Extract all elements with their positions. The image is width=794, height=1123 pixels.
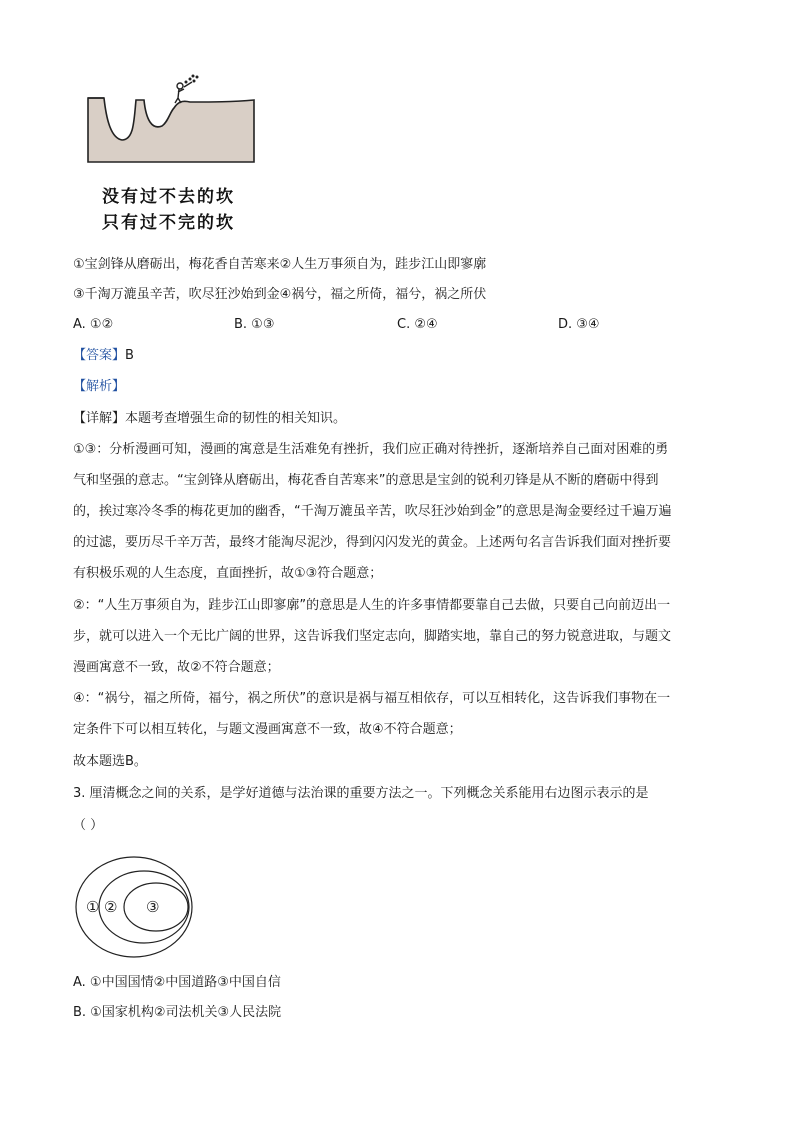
circle-label-1: ① [86, 898, 100, 916]
detail-line-7: ②：“人生万事须自为，跬步江山即寥廓”的意思是人生的许多事情都要靠自己去做，只要自己向前迈出一 [73, 598, 671, 613]
detail-line-11: 定条件下可以相互转化，与题文漫画寓意不一致，故④不符合题意； [73, 722, 462, 737]
option-b: B. ①③ [234, 317, 275, 332]
option-d: D. ③④ [558, 317, 600, 332]
cartoon-caption-line1: 没有过不去的坎 [102, 187, 235, 207]
nested-circles-diagram [72, 852, 196, 962]
question-3-stem: 3. 厘清概念之间的关系，是学好道德与法治课的重要方法之一。下列概念关系能用右边图示表示的是 [73, 786, 649, 801]
question-3-option-a: A. ①中国国情②中国道路③中国自信 [73, 975, 281, 990]
statement-line-2: ③千淘万漉虽辛苦，吹尽狂沙始到金④祸兮，福之所倚，福兮，祸之所伏 [73, 287, 487, 302]
option-c: C. ②④ [397, 317, 438, 332]
answer-tag: 【答案】 [73, 348, 126, 363]
cartoon-caption-line2: 只有过不完的坎 [102, 213, 235, 233]
detail-line-4: 的，挨过寒冷冬季的梅花更加的幽香，“千淘万漉虽辛苦，吹尽狂沙始到金”的意思是淘金要经过千遍万遍 [73, 504, 672, 519]
detail-line-3: 气和坚强的意志。“宝剑锋从磨砺出，梅花香自苦寒来”的意思是宝剑的锐利刃锋是从不断的磨砺中得到 [73, 473, 659, 488]
ground-terrain [88, 98, 254, 162]
circle-label-3: ③ [146, 898, 160, 916]
option-a: A. ①② [73, 317, 114, 332]
analysis-tag: 【解析】 [73, 379, 126, 394]
cartoon-illustration [82, 72, 262, 172]
detail-line-12: 故本题选B。 [73, 754, 147, 769]
question-3-paren: （ ） [73, 818, 104, 833]
question-3-option-b: B. ①国家机构②司法机关③人民法院 [73, 1005, 282, 1020]
circle-label-2: ② [104, 898, 118, 916]
statement-line-1: ①宝剑锋从磨砺出，梅花香自苦寒来②人生万事须自为，跬步江山即寥廓 [73, 257, 487, 272]
detail-line-2: ①③：分析漫画可知，漫画的寓意是生活难免有挫折，我们应正确对待挫折，逐渐培养自己面对困难的勇 [73, 442, 669, 457]
detail-line-1: 【详解】本题考查增强生命的韧性的相关知识。 [73, 411, 347, 426]
climbing-figure-icon [175, 75, 198, 103]
detail-line-9: 漫画寓意不一致，故②不符合题意； [73, 660, 280, 675]
answer-line [73, 347, 134, 365]
detail-line-5: 的过滤，要历尽千辛万苦，最终才能淘尽泥沙，得到闪闪发光的黄金。上述两句名言告诉我们面对挫折要 [73, 535, 672, 550]
detail-line-8: 步，就可以进入一个无比广阔的世界，这告诉我们坚定志向，脚踏实地，靠自己的努力锐意进取，与题文 [73, 629, 672, 644]
detail-line-6: 有积极乐观的人生态度，直面挫折，故①③符合题意； [73, 566, 383, 581]
detail-line-10: ④：“祸兮，福之所倚，福兮，祸之所伏”的意识是祸与福互相依存，可以互相转化，这告诉我们事物在一 [73, 691, 671, 706]
answer-value: B [125, 348, 134, 363]
